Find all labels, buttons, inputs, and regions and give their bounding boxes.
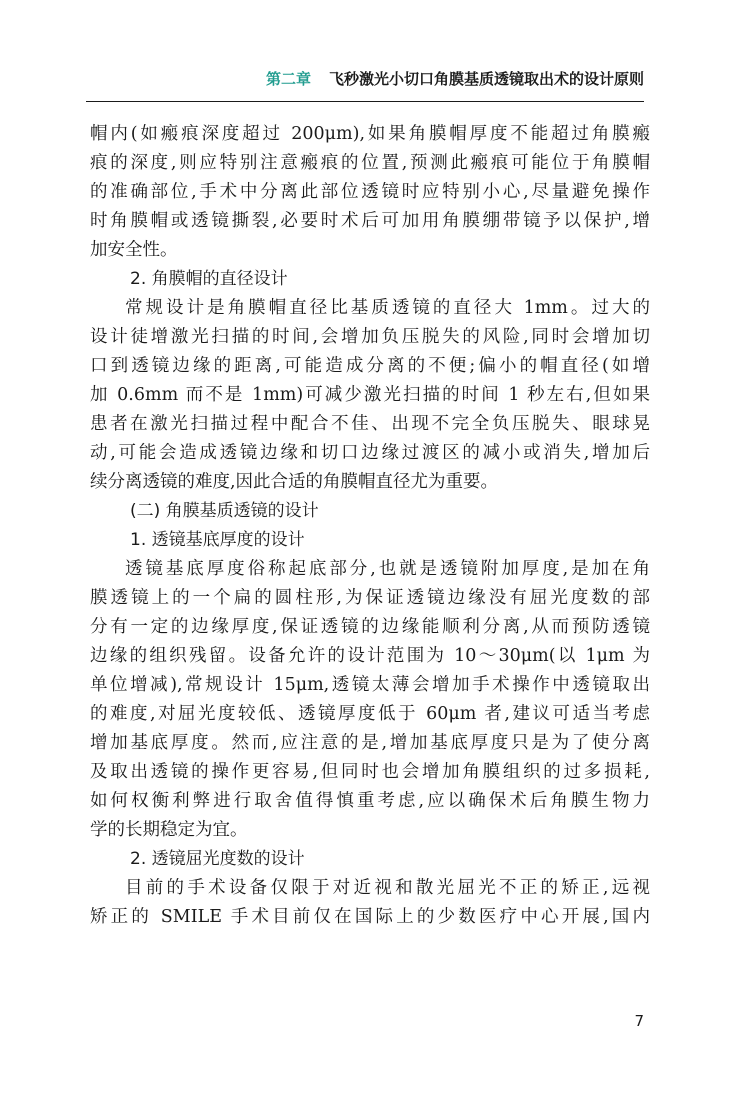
text-line: 的准确部位,手术中分离此部位透镜时应特别小心,尽量避免操作 [90,182,650,202]
text-line: 患者在激光扫描过程中配合不佳、出现不完全负压脱失、眼球晃 [90,414,650,434]
chapter-label: 第二章 [265,70,311,88]
body-text [90,120,650,932]
text-line: 加 0.6mm 而不是 1mm)可减少激光扫描的时间 1 秒左右,但如果 [90,385,650,405]
text-line: 膜透镜上的一个扁的圆柱形,为保证透镜边缘没有屈光度数的部 [90,588,650,608]
text-line: 及取出透镜的操作更容易,但同时也会增加角膜组织的过多损耗, [90,762,650,782]
text-line: 帽内(如瘢痕深度超过 200μm),如果角膜帽厚度不能超过角膜瘢 [90,124,650,144]
text-line: 矫正的 SMILE 手术目前仅在国际上的少数医疗中心开展,国内 [90,907,650,927]
section-heading: 2. 角膜帽的直径设计 [130,269,288,289]
text-line: 口到透镜边缘的距离,可能造成分离的不便;偏小的帽直径(如增 [90,356,650,376]
text-line: 常规设计是角膜帽直径比基质透镜的直径大 1mm。过大的 [125,298,650,318]
page-number: 7 [634,1012,644,1030]
text-line: 单位增减),常规设计 15μm,透镜太薄会增加手术操作中透镜取出 [90,675,650,695]
text-line: 的难度,对屈光度较低、透镜厚度低于 60μm 者,建议可适当考虑 [90,704,650,724]
text-line: 动,可能会造成透镜边缘和切口边缘过渡区的减小或消失,增加后 [90,443,650,463]
text-line: 设计徒增激光扫描的时间,会增加负压脱失的风险,同时会增加切 [90,327,650,347]
header-rule [86,101,644,102]
text-line: 时角膜帽或透镜撕裂,必要时术后可加用角膜绷带镜予以保护,增 [90,211,650,231]
section-heading: 1. 透镜基底厚度的设计 [130,530,305,550]
section-heading: (二) 角膜基质透镜的设计 [130,501,319,521]
section-heading: 2. 透镜屈光度数的设计 [130,849,305,869]
text-line: 痕的深度,则应特别注意瘢痕的位置,预测此瘢痕可能位于角膜帽 [90,153,650,173]
text-line: 如何权衡利弊进行取舍值得慎重考虑,应以确保术后角膜生物力 [90,791,650,811]
text-line: 边缘的组织残留。设备允许的设计范围为 10～30μm(以 1μm 为 [90,646,650,666]
text-line: 目前的手术设备仅限于对近视和散光屈光不正的矫正,远视 [125,878,650,898]
text-line: 加安全性。 [90,240,178,260]
text-line: 分有一定的边缘厚度,保证透镜的边缘能顺利分离,从而预防透镜 [90,617,650,637]
text-line: 增加基底厚度。然而,应注意的是,增加基底厚度只是为了使分离 [90,733,650,753]
text-line: 续分离透镜的难度,因此合适的角膜帽直径尤为重要。 [90,472,499,492]
text-line: 学的长期稳定为宜。 [90,820,248,840]
chapter-title: 飞秒激光小切口角膜基质透镜取出术的设计原则 [328,70,644,88]
running-header [266,68,644,89]
text-line: 透镜基底厚度俗称起底部分,也就是透镜附加厚度,是加在角 [125,559,650,579]
